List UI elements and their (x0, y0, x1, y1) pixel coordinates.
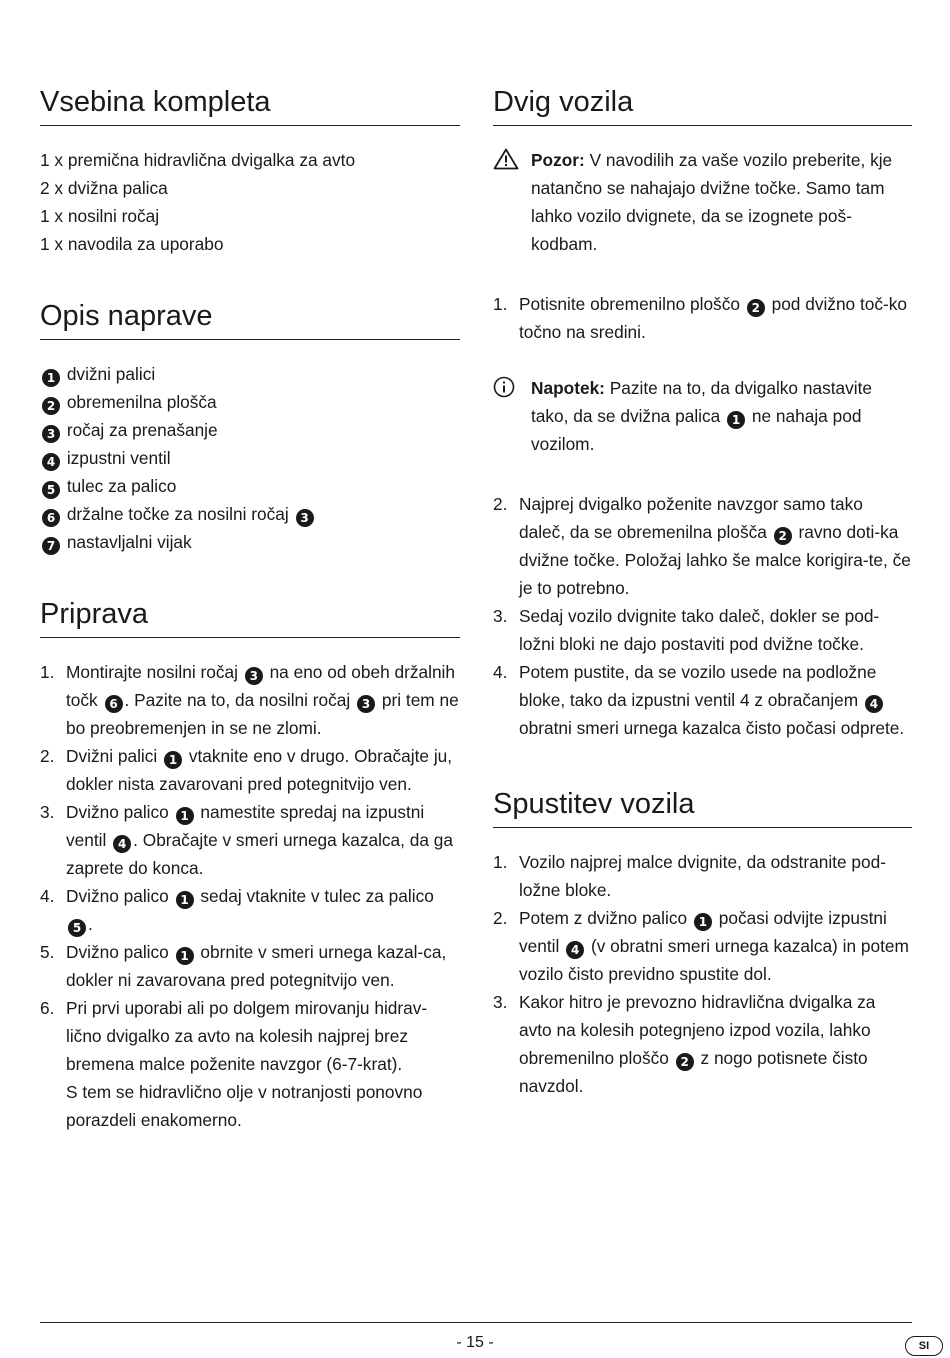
step-text: Dvižno palico 1 obrnite v smeri urnega kazal-ca, dokler ni zavarovana pred potegnitvijo ven. (66, 942, 447, 990)
list-item: 1 x navodila za uporabo (40, 234, 224, 254)
info-circle-icon (493, 374, 531, 458)
info-label: Napotek: (531, 378, 605, 398)
contents-list (40, 146, 460, 258)
ref-badge: 3 (296, 509, 314, 527)
ref-badge: 1 (176, 807, 194, 825)
info-text: Napotek: Pazite na to, da dvigalko nastavite tako, da se dvižna palica 1 ne nahaja pod vozilom. (531, 378, 873, 454)
section-contents (40, 84, 460, 258)
part-label: dvižni palici (66, 364, 156, 384)
ref-badge: 1 (176, 891, 194, 909)
step-text: Potisnite obremenilno ploščo 2 pod dvižno toč-ko točno na sredini. (519, 294, 908, 342)
ref-badge: 2 (676, 1053, 694, 1071)
step-number: 1. (493, 852, 508, 872)
step-number: 1. (40, 662, 55, 682)
step-item (493, 602, 912, 658)
step-number: 3. (493, 606, 508, 626)
step-number: 1. (493, 294, 508, 314)
lifting-steps-b (493, 490, 912, 742)
list-item: 2 x dvižna palica (40, 178, 168, 198)
part-label: ročaj za prenašanje (66, 420, 218, 440)
right-column (493, 84, 912, 1100)
ref-badge: 4 (566, 941, 584, 959)
step-text: Dvižno palico 1 sedaj vtaknite v tulec za palico 5 . (66, 886, 434, 935)
part-item (40, 472, 460, 500)
lowering-steps (493, 848, 912, 1100)
part-item (40, 528, 460, 556)
step-number: 4. (493, 662, 508, 682)
section-lowering (493, 786, 912, 1100)
step-text: Dvižni palici 1 vtaknite eno v drugo. Obračajte ju, dokler nista zavarovani pred potegnitvijo ven. (66, 746, 453, 794)
step-number: 4. (40, 886, 55, 906)
step-text: Vozilo najprej malce dvignite, da odstranite pod-ložne bloke. (519, 852, 886, 900)
step-text: Potem z dvižno palico 1 počasi odvijte izpustni ventil 4 (v obratni smeri urnega kazalca) in potem vozilo čisto previdno spustite dol. (519, 908, 909, 984)
part-number-badge: 2 (42, 397, 60, 415)
section-description (40, 298, 460, 556)
ref-badge: 1 (176, 947, 194, 965)
step-item (493, 848, 912, 904)
part-number-badge: 7 (42, 537, 60, 555)
part-number-badge: 6 (42, 509, 60, 527)
step-item (493, 904, 912, 988)
part-number-badge: 1 (42, 369, 60, 387)
footer-divider (40, 1322, 912, 1323)
language-badge: SI (905, 1336, 943, 1356)
step-text: Potem pustite, da se vozilo usede na podložne bloke, tako da izpustni ventil 4 z obračanjem 4 obratni smeri urnega kazalca čisto počasi odprete. (519, 662, 905, 738)
parts-list (40, 360, 460, 556)
part-item (40, 360, 460, 388)
part-item (40, 388, 460, 416)
step-item (40, 938, 460, 994)
part-label: držalne točke za nosilni ročaj (66, 504, 289, 524)
step-text: Sedaj vozilo dvignite tako daleč, dokler se pod-ložni bloki ne dajo postaviti pod dvižne točke. (519, 606, 880, 654)
part-item (40, 416, 460, 444)
step-text: Montirajte nosilni ročaj 3 na eno od obeh držalnih točk 6 . Pazite na to, da nosilni ročaj 3 pri tem ne bo preobremenjen in se ne zlomi. (66, 662, 459, 738)
preparation-steps (40, 658, 460, 1134)
warning-label: Pozor: (531, 150, 585, 170)
heading-description: Opis naprave (40, 298, 460, 340)
list-item: 1 x premična hidravlična dvigalka za avto (40, 150, 356, 170)
part-number-badge: 4 (42, 453, 60, 471)
part-label: obremenilna plošča (66, 392, 217, 412)
step-number: 3. (40, 802, 55, 822)
section-preparation (40, 596, 460, 1134)
heading-lifting: Dvig vozila (493, 84, 912, 126)
step-item (493, 290, 912, 346)
step-number: 2. (493, 494, 508, 514)
step-item (40, 658, 460, 742)
step-number: 6. (40, 998, 55, 1018)
step-item (40, 882, 460, 938)
part-number-badge: 5 (42, 481, 60, 499)
heading-lowering: Spustitev vozila (493, 786, 912, 828)
step-number: 2. (493, 908, 508, 928)
part-item (40, 500, 460, 528)
ref-badge: 3 (245, 667, 263, 685)
warning-notice (493, 146, 912, 258)
lifting-steps-a (493, 290, 912, 346)
step-text: Kakor hitro je prevozno hidravlična dvigalka za avto na kolesih potegnjeno izpod vozila, lahko obremenilno ploščo 2 z nogo potisnete čisto navzdol. (519, 992, 876, 1096)
step-number: 3. (493, 992, 508, 1012)
list-item: 1 x nosilni ročaj (40, 206, 160, 226)
step-item (40, 742, 460, 798)
ref-badge: 1 (164, 751, 182, 769)
ref-badge: 5 (68, 919, 86, 937)
ref-badge: 1 (727, 411, 745, 429)
step-number: 2. (40, 746, 55, 766)
left-column (40, 84, 460, 1134)
warning-text: Pozor: V navodilih za vaše vozilo preberite, kje natančno se nahajajo dvižne točke. Samo tam lahko vozilo dvignete, da se izognete poš-kodbam. (531, 150, 893, 254)
step-item (40, 798, 460, 882)
part-number-badge: 3 (42, 425, 60, 443)
step-text: Najprej dvigalko poženite navzgor samo tako daleč, da se obremenilna plošča 2 ravno doti-ka dvižne točke. Položaj lahko še malce korigira-te, če je to potrebno. (519, 494, 911, 598)
step-item (493, 988, 912, 1100)
info-notice (493, 374, 912, 458)
ref-badge: 2 (774, 527, 792, 545)
part-label: tulec za palico (66, 476, 177, 496)
part-label: izpustni ventil (66, 448, 171, 468)
page-number: - 15 - (456, 1334, 494, 1351)
ref-badge: 1 (694, 913, 712, 931)
step-item (493, 490, 912, 602)
heading-contents: Vsebina kompleta (40, 84, 460, 126)
ref-badge: 4 (865, 695, 883, 713)
ref-badge: 6 (105, 695, 123, 713)
heading-preparation: Priprava (40, 596, 460, 638)
part-label: nastavljalni vijak (66, 532, 192, 552)
warning-triangle-icon (493, 146, 531, 258)
step-text: Pri prvi uporabi ali po dolgem mirovanju hidrav-lično dvigalko za avto na kolesih najprej brez bremena malce poženite navzgor (6-7-krat). S tem se hidravlično olje v notranjosti ponovno porazdeli enakomerno. (66, 998, 428, 1130)
step-item (493, 658, 912, 742)
section-lifting (493, 84, 912, 742)
ref-badge: 4 (113, 835, 131, 853)
ref-badge: 2 (747, 299, 765, 317)
step-text: Dvižno palico 1 namestite spredaj na izpustni ventil 4 . Obračajte v smeri urnega kazalca, da ga zaprete do konca. (66, 802, 454, 878)
part-item (40, 444, 460, 472)
step-number: 5. (40, 942, 55, 962)
ref-badge: 3 (357, 695, 375, 713)
step-item (40, 994, 460, 1134)
